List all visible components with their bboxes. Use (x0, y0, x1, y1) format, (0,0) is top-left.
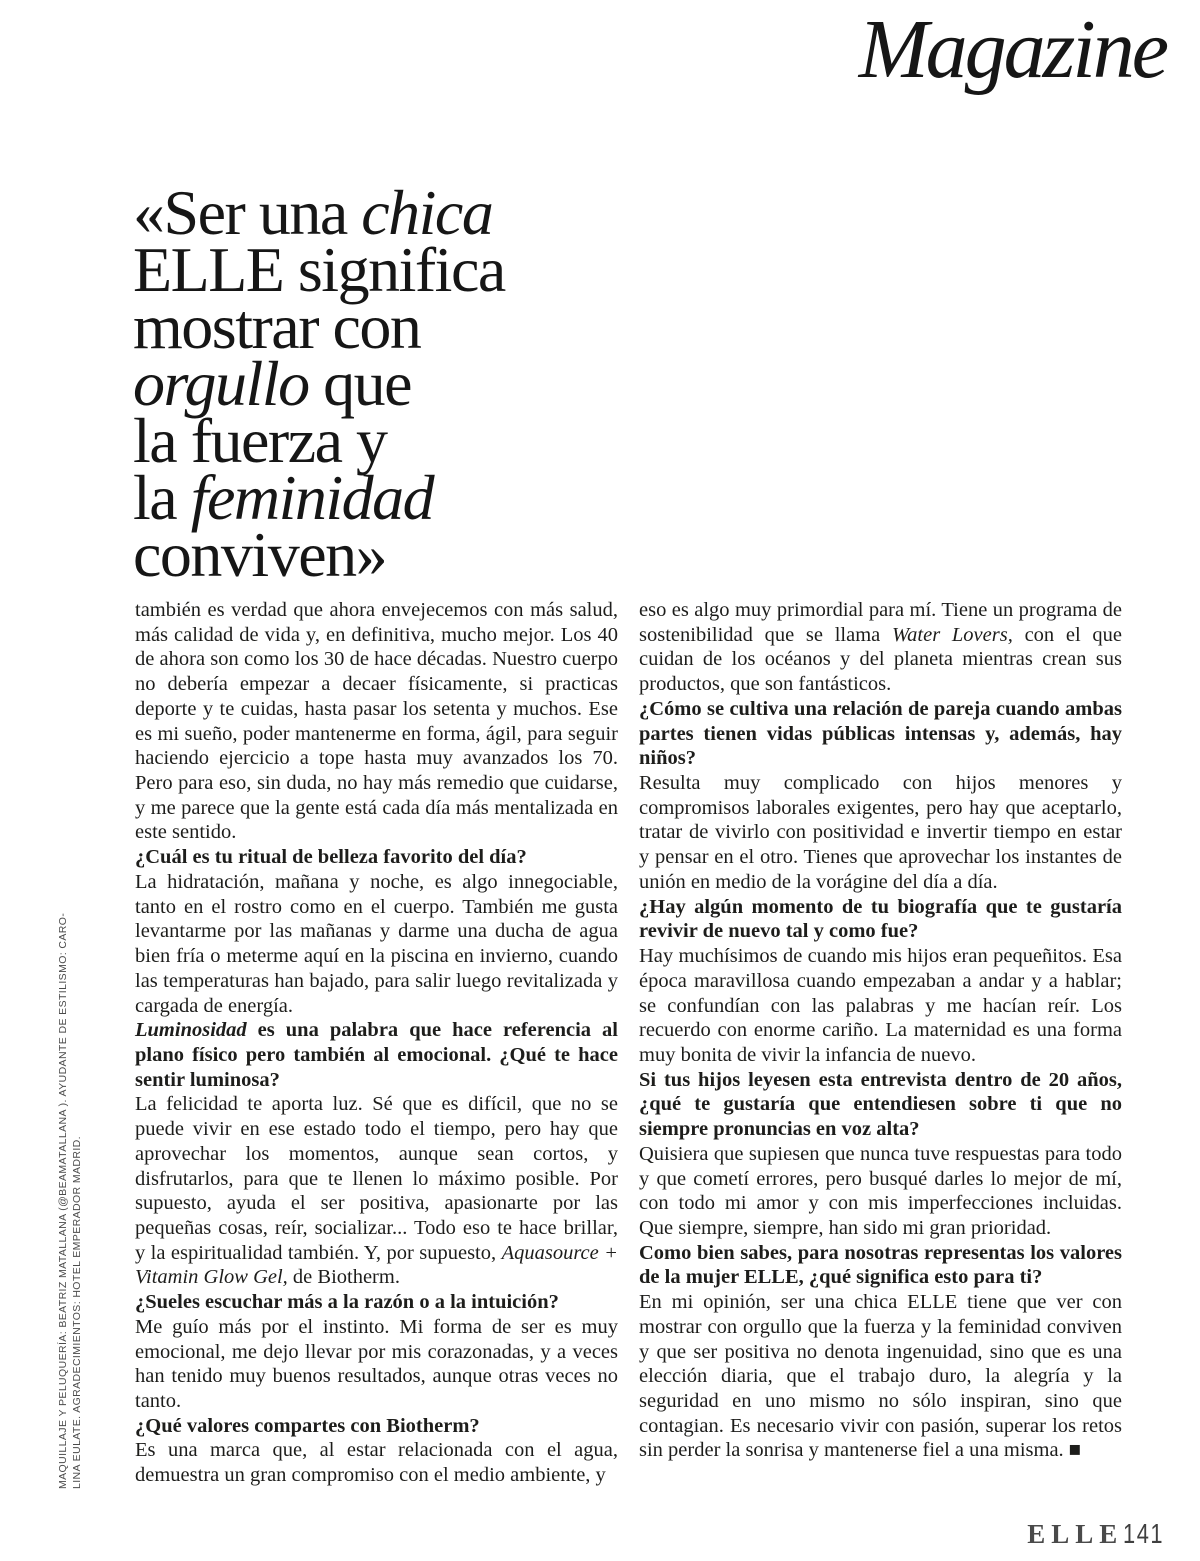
interview-answer (639, 1290, 1122, 1463)
interview-answer (135, 598, 618, 845)
pull-quote-text: que (308, 348, 411, 419)
pull-quote-line (133, 348, 505, 419)
pull-quote-text: la (133, 462, 191, 533)
column-left (135, 598, 618, 1488)
text-segment: ¿Cuál es tu ritual de belleza favorito del día? (135, 846, 527, 869)
text-segment: En mi opinión, ser una chica ELLE tiene que ver con mostrar con orgullo que la fuerza y la feminidad conviven y que ser positiva no denota ingenuidad, sino que es una elección diaria, que el trabajo duro, la alegría y la seguridad en uno mismo no sólo inspiran, sino que contagian. Es necesario vivir con pasión, superar los retos sin perder la sonrisa y mantenerse fiel a una misma. ■ (639, 1291, 1122, 1462)
text-segment: Aquasource + Vitamin Glow Gel, (135, 1241, 618, 1289)
interview-answer (135, 870, 618, 1018)
pull-quote-line (133, 519, 505, 590)
interview-question (135, 1414, 618, 1439)
text-segment: Water Lovers, (891, 623, 1013, 646)
text-segment: Hay muchísimos de cuando mis hijos eran pequeñitos. Esa época maravillosa cuando empezaban a andar y a hablar; se confundían con las palabras y me hacían reír. Los recuerdo con enorme cariño. La maternidad es una forma muy bonita de vivir la infancia de nuevo. (639, 945, 1122, 1066)
text-segment: ¿Sueles escuchar más a la razón o a la intuición? (135, 1291, 559, 1314)
text-segment: Es una marca que, al estar relacionada con el agua, demuestra un gran compromiso con el medio ambiente, y (135, 1439, 618, 1487)
text-segment: Me guío más por el instinto. Mi forma de ser es muy emocional, me dejo llevar por mis corazonadas, y a veces han tenido muy buenos resultados, aunque otras veces no tanto. (135, 1315, 618, 1412)
text-segment: Luminosidad (135, 1019, 247, 1042)
text-segment: es una palabra que hace referencia al plano físico pero también al emocional. ¿Qué te hace sentir luminosa? (135, 1019, 618, 1091)
pull-quote-text: conviven» (133, 519, 387, 590)
interview-question (135, 845, 618, 870)
interview-question (639, 1068, 1122, 1142)
pull-quote-line (133, 405, 505, 476)
pull-quote (133, 177, 505, 590)
text-segment: Si tus hijos leyesen esta entrevista dentro de 20 años, ¿qué te gustaría que entendiesen sobre ti que no siempre pronuncias en voz alta? (639, 1068, 1122, 1141)
text-segment: también es verdad que ahora envejecemos con más salud, más calidad de vida y, en definitiva, mucho mejor. Los 40 de ahora son como los 30 de hace décadas. Nuestro cuerpo no debería empezar a decaer físicamente, si practicas deporte y te cuidas, hasta pasar los setenta y muchos. Ese es mi sueño, poder mantenerme en forma, ágil, para seguir haciendo ejercicio a tope hasta muy avanzados los 70. Pero para eso, sin duda, no hay más remedio que cuidarse, y me parece que la gente está cada día más mentalizada en este sentido. (135, 599, 618, 844)
pull-quote-line (133, 177, 505, 248)
interview-question (639, 697, 1122, 771)
pull-quote-line (133, 462, 505, 533)
pull-quote-text: ELLE significa (133, 234, 505, 305)
credits-vertical (56, 875, 84, 1489)
text-segment: La felicidad te aporta luz. Sé que es difícil, que no se puede vivir en ese estado todo el tiempo, pero hay que aprovechar los momentos, aunque sean cortos, y disfrutarlos, para que te llenen lo máximo posible. Por supuesto, ayuda el ser positiva, apasionarte por las pequeñas cosas, reír, socializar... Todo eso te hace brillar, y la espiritualidad también. Y, por supuesto, (135, 1093, 618, 1264)
text-segment: ¿Cómo se cultiva una relación de pareja cuando ambas partes tienen vidas públicas intensas y, además, hay niños? (639, 697, 1122, 770)
text-segment: ¿Hay algún momento de tu biografía que te gustaría revivir de nuevo tal y como fue? (639, 895, 1122, 943)
interview-answer (639, 598, 1122, 697)
magazine-masthead: Magazine (858, 3, 1166, 96)
interview-answer (639, 944, 1122, 1068)
text-segment: ¿Qué valores compartes con Biotherm? (135, 1414, 480, 1437)
interview-question (135, 1290, 618, 1315)
elle-logo: ELLE (1027, 1519, 1124, 1549)
pull-quote-text: la fuerza y (133, 405, 387, 476)
credits-line-1: MAQUILLAJE Y PELUQUERÍA: BEATRIZ MATALLANA (@BEAMATALLANA ). AYUDANTE DE ESTILISMO: CARO- (57, 912, 69, 1489)
pull-quote-line (133, 234, 505, 305)
text-segment: con el que cuidan de los océanos y del planeta mientras crean sus productos, que son fantásticos. (639, 623, 1122, 696)
text-segment: Resulta muy complicado con hijos menores y compromisos laborales exigentes, pero hay que aceptarlo, tratar de vivirlo con positividad e invertir tiempo en estar y pensar en el otro. Tienes que aprovechar los instantes de unión en medio de la vorágine del día a día. (639, 772, 1122, 893)
text-segment: La hidratación, mañana y noche, es algo innegociable, tanto en el rostro como en el cuerpo. También me gusta levantarme por las mañanas y darme una ducha de agua bien fría o meterme aquí en la piscina en invierno, cuando las temperaturas han bajado, para salir luego revitalizada y cargada de energía. (135, 870, 618, 1017)
page-footer (1027, 1518, 1176, 1550)
interview-answer (135, 1438, 618, 1487)
interview-question (639, 895, 1122, 944)
interview-question (135, 1018, 618, 1092)
page-number: 141 (1123, 1518, 1165, 1549)
column-right (639, 598, 1122, 1463)
pull-quote-text: orgullo (133, 348, 309, 419)
interview-answer (639, 1142, 1122, 1241)
pull-quote-text: chica (361, 177, 493, 248)
text-segment: eso es algo muy primordial para mí. Tiene un programa de sostenibilidad que se llama (639, 599, 1122, 646)
pull-quote-line (133, 291, 505, 362)
text-segment: Como bien sabes, para nosotras representas los valores de la mujer ELLE, ¿qué significa esto para ti? (639, 1241, 1122, 1289)
interview-answer (639, 771, 1122, 895)
interview-answer (135, 1092, 618, 1290)
pull-quote-text: «Ser una (133, 177, 362, 248)
text-segment: de Biotherm. (287, 1266, 400, 1289)
interview-question (639, 1241, 1122, 1290)
interview-answer (135, 1315, 618, 1414)
pull-quote-text: feminidad (190, 462, 434, 533)
text-segment: Quisiera que supiesen que nunca tuve respuestas para todo y que cometí errores, pero busqué darles lo mejor de mí, con todo mi amor y con mis imperfecciones incluidas. Que siempre, siempre, han sido mi gran prioridad. (639, 1142, 1122, 1239)
credits-line-2: LINA EULATE. AGRADECIMIENTOS: HOTEL EMPERADOR MADRID. (71, 1136, 83, 1489)
pull-quote-text: mostrar con (133, 291, 421, 362)
